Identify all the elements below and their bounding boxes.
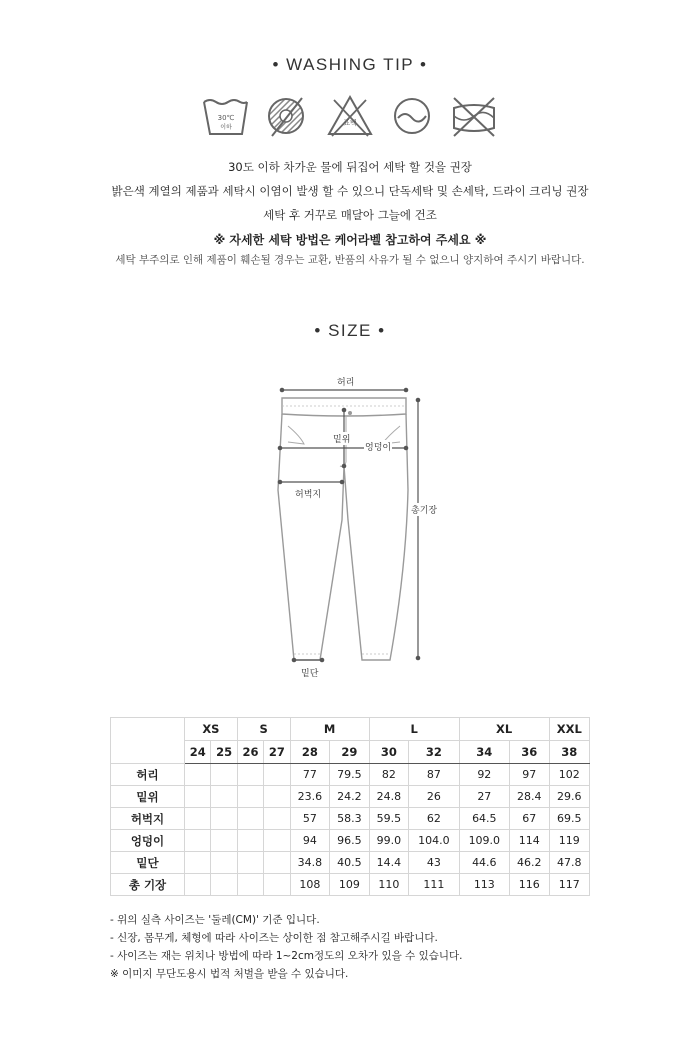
table-cell: 119 bbox=[549, 830, 589, 852]
table-cell bbox=[185, 764, 211, 786]
table-cell: 26 bbox=[409, 786, 459, 808]
table-cell bbox=[211, 830, 237, 852]
table-cell: 87 bbox=[409, 764, 459, 786]
table-cell bbox=[237, 786, 263, 808]
table-cell: 59.5 bbox=[369, 808, 409, 830]
table-cell bbox=[185, 830, 211, 852]
table-corner bbox=[111, 718, 185, 764]
table-cell: 77 bbox=[290, 764, 330, 786]
size-36: 36 bbox=[510, 741, 550, 764]
table-cell: 82 bbox=[369, 764, 409, 786]
no-sun-dry-icon bbox=[262, 94, 314, 140]
group-m: M bbox=[290, 718, 369, 741]
label-hem: 밑단 bbox=[300, 666, 319, 679]
size-24: 24 bbox=[185, 741, 211, 764]
table-cell bbox=[264, 830, 290, 852]
wash-temp-sub-label: 이하 bbox=[220, 124, 232, 131]
table-cell: 79.5 bbox=[330, 764, 370, 786]
table-row bbox=[111, 786, 590, 808]
size-27: 27 bbox=[264, 741, 290, 764]
table-cell bbox=[237, 874, 263, 896]
table-cell: 114 bbox=[510, 830, 550, 852]
care-note: 세탁 부주의로 인해 제품이 훼손될 경우는 교환, 반품의 사유가 될 수 없으니 양지하여 주시기 바랍니다. bbox=[115, 254, 585, 266]
row-label: 허리 bbox=[111, 764, 185, 786]
table-cell: 62 bbox=[409, 808, 459, 830]
table-cell: 94 bbox=[290, 830, 330, 852]
table-cell bbox=[185, 874, 211, 896]
table-cell bbox=[185, 808, 211, 830]
table-cell: 27 bbox=[459, 786, 509, 808]
table-cell: 57 bbox=[290, 808, 330, 830]
table-cell: 108 bbox=[290, 874, 330, 896]
table-cell: 104.0 bbox=[409, 830, 459, 852]
table-cell bbox=[264, 852, 290, 874]
wash-30c-tub-icon bbox=[200, 94, 252, 140]
table-cell: 67 bbox=[510, 808, 550, 830]
table-cell bbox=[237, 808, 263, 830]
table-cell: 29.6 bbox=[549, 786, 589, 808]
table-cell: 44.6 bbox=[459, 852, 509, 874]
size-29: 29 bbox=[330, 741, 370, 764]
table-cell bbox=[264, 786, 290, 808]
dry-clean-icon bbox=[386, 94, 438, 140]
table-row bbox=[111, 830, 590, 852]
size-34: 34 bbox=[459, 741, 509, 764]
care-icons bbox=[0, 94, 700, 144]
pants-diagram bbox=[260, 370, 450, 690]
note-3: - 사이즈는 재는 위치나 방법에 따라 1~2cm정도의 오차가 있을 수 있습니다. bbox=[110, 950, 463, 962]
label-thigh: 허벅지 bbox=[294, 487, 322, 500]
group-xl: XL bbox=[459, 718, 549, 741]
table-cell: 69.5 bbox=[549, 808, 589, 830]
table-cell: 110 bbox=[369, 874, 409, 896]
pants-outline bbox=[260, 370, 450, 690]
size-title: • SIZE • bbox=[314, 321, 386, 340]
no-tumble-wash-icon bbox=[448, 94, 500, 140]
size-30: 30 bbox=[369, 741, 409, 764]
table-cell bbox=[264, 874, 290, 896]
table-cell: 113 bbox=[459, 874, 509, 896]
note-4: ※ 이미지 무단도용시 법적 처벌을 받을 수 있습니다. bbox=[110, 968, 349, 980]
no-bleach-icon bbox=[324, 94, 376, 140]
washing-tip-title: • WASHING TIP • bbox=[272, 55, 428, 74]
size-26: 26 bbox=[237, 741, 263, 764]
row-label: 엉덩이 bbox=[111, 830, 185, 852]
row-label: 밑위 bbox=[111, 786, 185, 808]
table-row bbox=[111, 852, 590, 874]
note-2: - 신장, 몸무게, 체형에 따라 사이즈는 상이한 점 참고해주시길 바랍니다. bbox=[110, 932, 438, 944]
row-label: 총 기장 bbox=[111, 874, 185, 896]
table-cell: 40.5 bbox=[330, 852, 370, 874]
size-28: 28 bbox=[290, 741, 330, 764]
table-cell: 23.6 bbox=[290, 786, 330, 808]
wash-temp-label: 30℃ bbox=[217, 114, 235, 122]
table-cell: 102 bbox=[549, 764, 589, 786]
table-cell: 46.2 bbox=[510, 852, 550, 874]
note-1: - 위의 실측 사이즈는 '둘레(CM)' 기준 입니다. bbox=[110, 914, 320, 926]
group-s: S bbox=[237, 718, 290, 741]
table-cell bbox=[237, 764, 263, 786]
size-38: 38 bbox=[549, 741, 589, 764]
table-cell: 64.5 bbox=[459, 808, 509, 830]
care-line-3: 세탁 후 거꾸로 매달아 그늘에 건조 bbox=[263, 208, 437, 222]
table-cell: 92 bbox=[459, 764, 509, 786]
table-cell: 109.0 bbox=[459, 830, 509, 852]
table-cell bbox=[237, 830, 263, 852]
size-group-row bbox=[111, 718, 590, 741]
table-cell: 34.8 bbox=[290, 852, 330, 874]
care-line-2: 밝은색 계열의 제품과 세탁시 이염이 발생 할 수 있으니 단독세탁 및 손세탁, 드라이 크리닝 권장 bbox=[111, 184, 589, 198]
row-label: 허벅지 bbox=[111, 808, 185, 830]
table-cell: 43 bbox=[409, 852, 459, 874]
table-cell bbox=[211, 786, 237, 808]
size-table bbox=[110, 717, 590, 896]
table-cell: 58.3 bbox=[330, 808, 370, 830]
table-cell: 117 bbox=[549, 874, 589, 896]
table-cell: 96.5 bbox=[330, 830, 370, 852]
table-cell: 47.8 bbox=[549, 852, 589, 874]
table-cell bbox=[211, 764, 237, 786]
table-row bbox=[111, 808, 590, 830]
size-25: 25 bbox=[211, 741, 237, 764]
group-xs: XS bbox=[185, 718, 238, 741]
size-rows bbox=[111, 764, 590, 896]
group-l: L bbox=[369, 718, 459, 741]
label-length: 총기장 bbox=[410, 503, 438, 516]
table-row bbox=[111, 874, 590, 896]
table-cell bbox=[185, 852, 211, 874]
table-cell: 116 bbox=[510, 874, 550, 896]
bleach-label: 표백 bbox=[343, 119, 357, 127]
care-line-1: 30도 이하 차가운 물에 뒤집어 세탁 할 것을 권장 bbox=[228, 160, 472, 174]
table-cell: 28.4 bbox=[510, 786, 550, 808]
size-32: 32 bbox=[409, 741, 459, 764]
table-cell: 97 bbox=[510, 764, 550, 786]
table-cell bbox=[211, 808, 237, 830]
size-notes bbox=[110, 911, 463, 983]
table-cell bbox=[264, 808, 290, 830]
table-cell bbox=[211, 852, 237, 874]
table-cell: 24.2 bbox=[330, 786, 370, 808]
table-cell: 109 bbox=[330, 874, 370, 896]
table-cell: 99.0 bbox=[369, 830, 409, 852]
label-waist: 허리 bbox=[336, 375, 355, 388]
label-rise: 밑위 bbox=[332, 432, 351, 445]
table-cell: 24.8 bbox=[369, 786, 409, 808]
table-row bbox=[111, 764, 590, 786]
table-cell: 14.4 bbox=[369, 852, 409, 874]
group-xxl: XXL bbox=[549, 718, 589, 741]
table-cell bbox=[211, 874, 237, 896]
label-hip: 엉덩이 bbox=[364, 440, 392, 453]
care-emphasis: ※ 자세한 세탁 방법은 케어라벨 참고하여 주세요 ※ bbox=[213, 233, 487, 247]
table-cell bbox=[185, 786, 211, 808]
table-cell bbox=[264, 764, 290, 786]
table-cell bbox=[237, 852, 263, 874]
row-label: 밑단 bbox=[111, 852, 185, 874]
table-cell: 111 bbox=[409, 874, 459, 896]
